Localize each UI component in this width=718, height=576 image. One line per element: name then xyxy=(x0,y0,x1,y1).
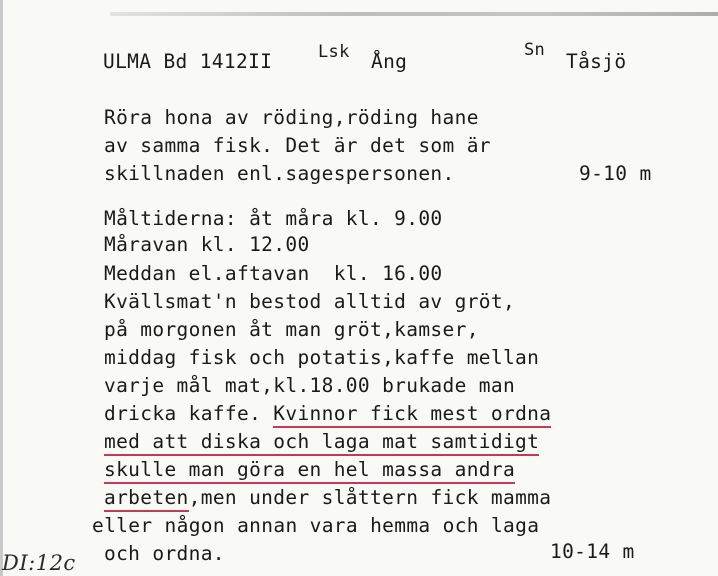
text-line: varje mål mat,kl.18.00 brukade man xyxy=(104,374,516,397)
text-line: och ordna. xyxy=(104,542,225,565)
text-segment: ,men under slåttern fick mamma xyxy=(188,486,552,509)
text-line: Kvällsmat'n bestod alltid av gröt, xyxy=(104,290,516,313)
text-line: Måltiderna: åt måra kl. 9.00 xyxy=(104,207,443,230)
text-line xyxy=(104,404,551,424)
card-left-edge xyxy=(0,0,3,576)
sn-value: Tåsjö xyxy=(566,50,627,73)
text-line xyxy=(104,460,515,480)
lsk-label: Lsk xyxy=(318,42,350,62)
sn-label: Sn xyxy=(524,40,546,60)
text-line: Måravan kl. 12.00 xyxy=(104,233,310,256)
underlined-text: arbeten xyxy=(104,486,189,512)
page-reference: 10-14 m xyxy=(550,540,635,563)
text-line: Röra hona av röding,röding hane xyxy=(104,106,479,129)
underlined-text: med att diska och laga mat samtidigt xyxy=(104,430,539,456)
text-line: middag fisk och potatis,kaffe mellan xyxy=(104,346,540,369)
card-top-edge xyxy=(110,12,718,16)
handwritten-note: DI:12c xyxy=(2,551,76,575)
lsk-value: Ång xyxy=(371,50,408,73)
text-line xyxy=(104,488,551,508)
archive-code: ULMA Bd 1412II xyxy=(103,50,273,73)
text-line: av samma fisk. Det är det som är xyxy=(104,134,491,157)
text-line: skillnaden enl.sagespersonen. xyxy=(104,162,455,185)
text-line: Meddan el.aftavan kl. 16.00 xyxy=(104,262,443,285)
text-line xyxy=(104,432,539,452)
text-line: eller någon annan vara hemma och laga xyxy=(92,514,540,537)
underlined-text: skulle man göra en hel massa andra xyxy=(104,458,515,484)
page-reference: 9-10 m xyxy=(579,162,652,185)
text-line: på morgonen åt man gröt,kamser, xyxy=(104,318,479,341)
text-segment: dricka kaffe. xyxy=(104,402,274,425)
underlined-text: Kvinnor fick mest ordna xyxy=(273,402,551,428)
